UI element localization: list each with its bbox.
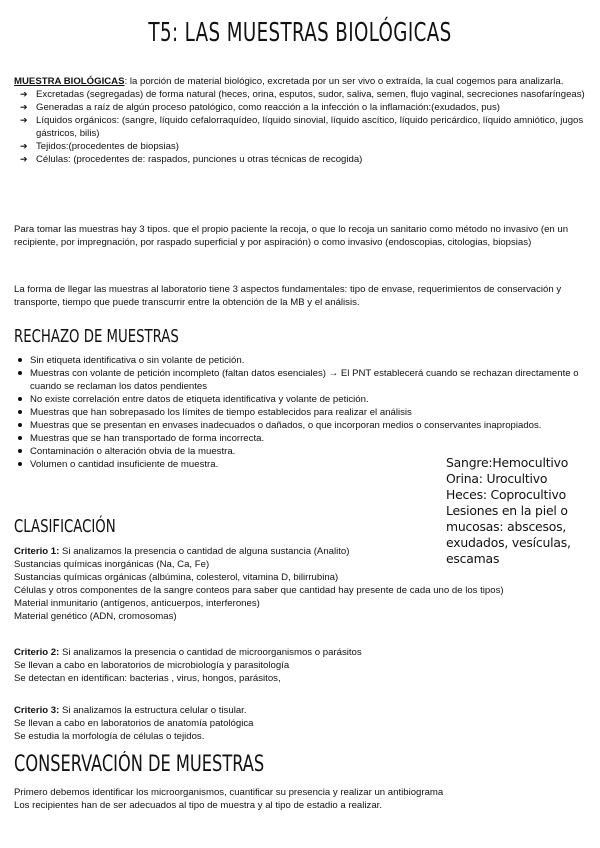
criterion-line: Sustancias químicas orgánicas (albúmina, colesterol, vitamina D, bilirrubina) [14,572,339,583]
criterion-line: Material genético (ADN, cromosomas) [14,611,177,622]
list-item: No existe correlación entre datos de etiqueta identificativa y volante de petición. [14,393,444,406]
note-line: Heces: Coprocultivo [446,487,566,502]
criterion-line: Se llevan a cabo en laboratorios de anatomía patológica [14,718,254,729]
definition-text: : la porción de material biológico, excretada por un ser vivo o extraída, la cual cogemos para analizarla. [124,76,564,87]
list-item: Volumen o cantidad insuficiente de muestra. [14,458,444,471]
list-item: ➔ Tejidos:(procedentes de biopsias) [14,140,586,153]
rejection-heading: RECHAZO DE MUESTRAS [14,326,179,347]
criterion-line: Células y otros componentes de la sangre conteos para saber que cantidad hay presente de cada uno de los tipos) [14,585,504,596]
criterion-line: Se estudia la morfología de células o tejidos. [14,731,205,742]
definition-block [14,75,586,166]
criterion-label: Criterio 1: [14,546,60,557]
criterion-line: Material inmunitario (antígenos, anticuerpos, interferones) [14,598,260,609]
list-item: ➔ Células: (procedentes de: raspados, punciones u otras técnicas de recogida) [14,153,586,166]
criterion-line: Se llevan a cabo en laboratorios de microbiología y parasitología [14,660,290,671]
list-item: Muestras con volante de petición incompleto (faltan datos esenciales) → El PNT establecerá cuando se rechazan directamente o cuando se reclaman los datos pendientes [14,367,590,393]
conservation-block [14,786,586,812]
list-item: Muestras que se han transportado de forma incorrecta. [14,432,444,445]
list-item: ➔ Generadas a raíz de algún proceso patológico, como reacción a la infección o la inflamación:(exudados, pus) [14,101,586,114]
collection-paragraph [14,223,586,249]
list-item: ➔ Líquidos orgánicos: (sangre, líquido cefalorraquídeo, líquido sinovial, líquido ascítico, líquido pericárdico, líquido amniótico, jugos gástricos, bilis) [14,114,586,140]
list-item: Muestras que han sobrepasado los límites de tiempo establecidos para realizar el análisis [14,406,444,419]
criterion-label: Criterio 3: [14,705,60,716]
list-item: Muestras que se presentan en envases inadecuados o dañados, o que incorporan medios o conservantes inapropiados. [14,419,590,432]
criterion-text: Si analizamos la presencia o cantidad de alguna sustancia (Analito) [59,546,350,557]
criterion-1-block [14,545,586,623]
classification-heading: CLASIFICACIÓN [14,516,116,537]
note-line: Orina: Urocultivo [446,471,548,486]
definition-paragraph [14,75,586,88]
conservation-line: Los recipientes han de ser adecuados al tipo de muestra y al tipo de estadio a realizar. [14,800,382,811]
criterion-text: Si analizamos la estructura celular o tisular. [59,705,247,716]
criterion-line: Sustancias químicas inorgánicas (Na, Ca, Fe) [14,559,210,570]
paragraph-text: La forma de llegar las muestras al laboratorio tiene 3 aspectos fundamentales: tipo de envase, requerimientos de conservación y transporte, tiempo que puede transcurrir entre la obtención de la MB y el análisis. [14,284,562,308]
conservation-heading: CONSERVACIÓN DE MUESTRAS [14,752,265,777]
definition-term: MUESTRA BIOLÓGICAS [14,76,125,87]
list-item: ➔ Excretadas (segregadas) de forma natural (heces, orina, esputos, sudor, saliva, semen, flujo vaginal, secreciones nasofaríngeas) [14,88,586,101]
criterion-label: Criterio 2: [14,647,60,658]
note-line: Lesiones en la piel o mucosas: abscesos, exudados, vesículas, escamas [446,503,571,566]
criterion-line: Se detectan en identifican: bacterias , virus, hongos, parásitos, [14,673,281,684]
conservation-line: Primero debemos identificar los microorganismos, cuantificar su presencia y realizar un antibiograma [14,787,444,798]
criterion-1-lead [14,545,586,558]
criterion-3-lead [14,704,586,717]
paragraph-text: Para tomar las muestras hay 3 tipos. que el propio paciente la recoja, o que lo recoja un sanitario como método no invasivo (en un recipiente, por impregnación, por raspado superficial y por aspiración) o como invasivo (endoscopias, citologias, biopsias) [14,224,569,248]
note-line: Sangre:Hemocultivo [446,455,569,470]
criterion-2-lead [14,646,586,659]
transport-paragraph [14,283,586,309]
list-item: Sin etiqueta identificativa o sin volante de petición. [14,354,444,367]
sample-types-list [14,88,586,166]
page-title: T5: LAS MUESTRAS BIOLÓGICAS [148,18,452,48]
criterion-3-block [14,704,586,743]
criterion-text: Si analizamos la presencia o cantidad de microorganismos o parásitos [59,647,362,658]
list-item: Contaminación o alteración obvia de la muestra. [14,445,444,458]
criterion-2-block [14,646,586,685]
